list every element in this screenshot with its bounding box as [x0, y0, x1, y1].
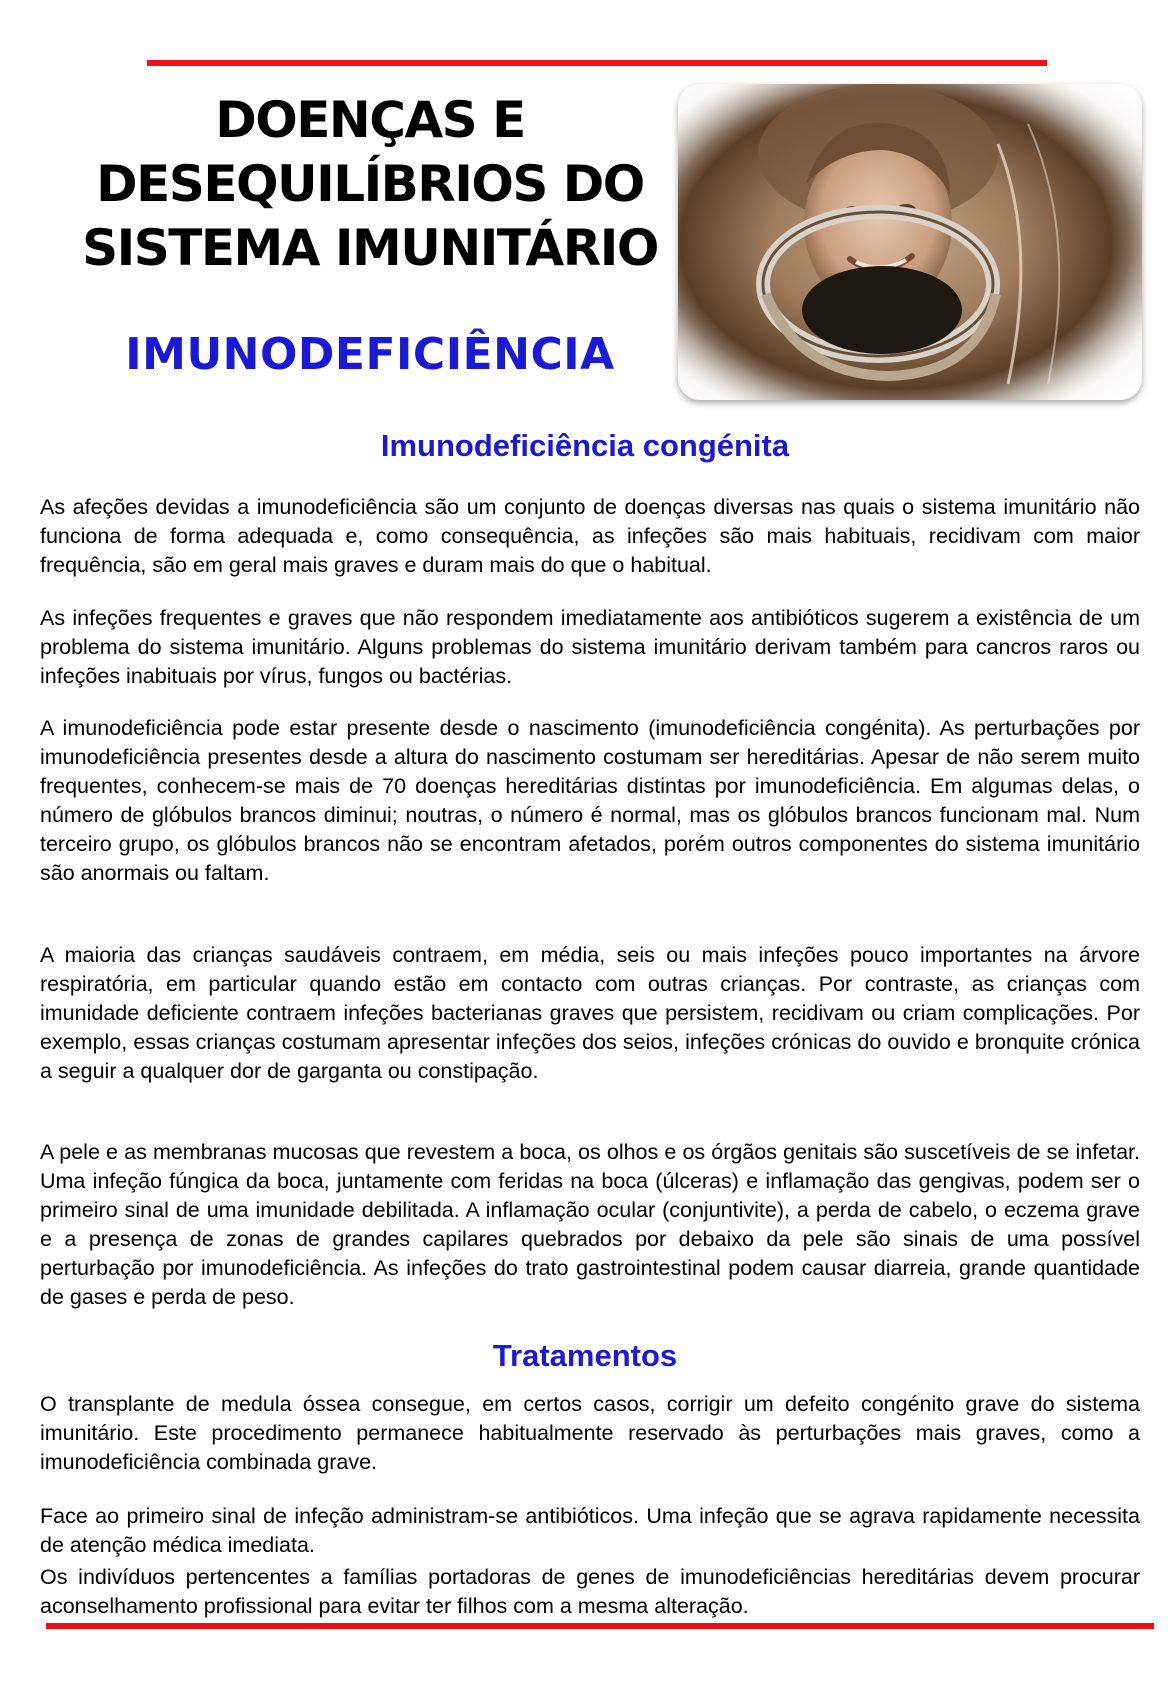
child-in-isolation-bubble-photo [678, 84, 1142, 400]
body-paragraph: Face ao primeiro sinal de infeção administram-se antibióticos. Uma infeção que se agrava rapidamente necessita de atenção médica imediata. [40, 1504, 1140, 1557]
section-heading: Imunodeficiência congénita [380, 428, 790, 463]
body-paragraph: O transplante de medula óssea consegue, em certos casos, corrigir um defeito congénito grave do sistema imunitário. Este procedimento permanece habitualmente reservado às perturbações mais graves, como a imunodeficiência combinada grave. [40, 1392, 1140, 1474]
page-subtitle: IMUNODEFICIÊNCIA [125, 329, 615, 380]
page-title [80, 88, 660, 280]
body-paragraph: As infeções frequentes e graves que não respondem imediatamente aos antibióticos sugerem a existência de um problema do sistema imunitário. Alguns problemas do sistema imunitário derivam também para cancros raros ou infeções inabituais por vírus, fungos ou bactérias. [40, 606, 1140, 688]
page-title-line: DOENÇAS E [215, 91, 525, 149]
section-heading: Tratamentos [492, 1338, 678, 1373]
body-paragraph: A pele e as membranas mucosas que revestem a boca, os olhos e os órgãos genitais são suscetíveis de se infetar. Uma infeção fúngica da boca, juntamente com feridas na boca (úlceras) e inflamação das gengivas, podem ser o primeiro sinal de uma imunidade debilitada. A inflamação ocular (conjuntivite), a perda de cabelo, o eczema grave e a presença de zonas de grandes capilares quebrados por debaixo da pele são sinais de uma possível perturbação por imunodeficiência. As infeções do trato gastrointestinal podem causar diarreia, grande quantidade de gases e perda de peso. [40, 1140, 1140, 1309]
body-paragraph: A maioria das crianças saudáveis contraem, em média, seis ou mais infeções pouco importantes na árvore respiratória, em particular quando estão em contacto com outras crianças. Por contraste, as crianças com imunidade deficiente contraem infeções bacterianas graves que persistem, recidivam ou criam complicações. Por exemplo, essas crianças costumam apresentar infeções dos seios, infeções crónicas do ouvido e bronquite crónica a seguir a qualquer dor de garganta ou constipação. [40, 943, 1140, 1083]
body-paragraph: A imunodeficiência pode estar presente desde o nascimento (imunodeficiência congénita). As perturbações por imunodeficiência presentes desde a altura do nascimento costumam ser hereditárias. Apesar de não serem muito frequentes, conhecem-se mais de 70 doenças hereditárias distintas por imunodeficiência. Em algumas delas, o número de glóbulos brancos diminui; noutras, o número é normal, mas os glóbulos brancos funcionam mal. Num terceiro grupo, os glóbulos brancos não se encontram afetados, porém outros componentes do sistema imunitário são anormais ou faltam. [40, 716, 1140, 885]
page-title-line: SISTEMA IMUNITÁRIO [82, 219, 658, 277]
bottom-red-rule [46, 1623, 1154, 1629]
body-paragraph: Os indivíduos pertencentes a famílias portadoras de genes de imunodeficiências hereditárias devem procurar aconselhamento profissional para evitar ter filhos com a mesma alteração. [40, 1565, 1140, 1618]
body-paragraph: As afeções devidas a imunodeficiência são um conjunto de doenças diversas nas quais o sistema imunitário não funciona de forma adequada e, como consequência, as infeções são mais habituais, recidivam com maior frequência, são em geral mais graves e duram mais do que o habitual. [40, 495, 1140, 577]
top-red-rule [147, 60, 1047, 66]
page-title-line: DESEQUILÍBRIOS DO [96, 155, 644, 213]
